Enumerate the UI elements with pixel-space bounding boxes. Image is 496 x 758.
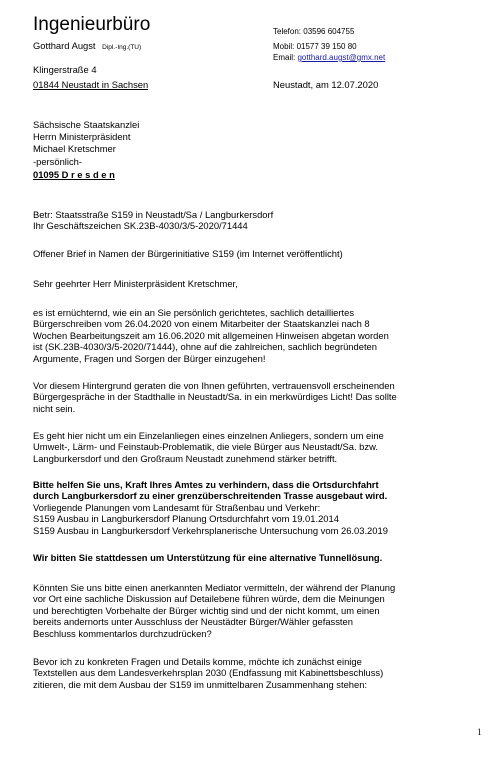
paragraph-1 — [33, 307, 473, 364]
recipient-line: Sächsische Staatskanzlei — [33, 119, 140, 130]
open-letter-note: Offener Brief in Namen der Bürgerinitiative S159 (im Internet veröffentlicht) — [33, 248, 343, 259]
recipient-line: Michael Kretschmer — [33, 143, 116, 154]
paragraph-2 — [33, 380, 473, 414]
place-date: Neustadt, am 12.07.2020 — [273, 79, 379, 90]
sender-street: Klingerstraße 4 — [33, 64, 97, 75]
text-line: und berechtigten Vorbehalte der Bürger wichtig sind und der nicht kommt, um einen — [33, 604, 380, 616]
text-line: Wochen Bearbeitungszeit am 16.06.2020 mit allgemeinen Hinweisen abgetan worden — [33, 329, 389, 341]
text-line: es ist ernüchternd, wie ein an Sie persönlich gerichtetes, sachlich detailliertes — [33, 307, 355, 318]
sender-city: 01844 Neustadt in Sachsen — [33, 79, 149, 90]
recipient-line: Herrn Ministerpräsident — [33, 131, 131, 142]
text-line: S159 Ausbau in Langburkersdorf Planung Ortsdurchfahrt vom 19.01.2014 — [33, 513, 339, 525]
text-line: Beschluss kommentarlos durchzudrücken? — [33, 627, 212, 639]
email-line — [273, 53, 385, 63]
company-name: Ingenieurbüro — [33, 14, 151, 35]
recipient-city: 01095 D r e s d e n — [33, 169, 115, 180]
recipient-line: -persönlich- — [33, 156, 82, 167]
emphasis-line: durch Langburkersdorf zu einer grenzüberschreitenden Trasse ausgebaut wird. — [33, 490, 388, 502]
sender-name: Gotthard Augst — [33, 40, 96, 51]
phone: Telefon: 03596 604755 — [273, 27, 355, 36]
reference-line: Ihr Geschäftszeichen SK.23B-4030/3/5-2020/71444 — [33, 220, 248, 232]
subject-block — [33, 209, 473, 232]
email-label: Email: — [273, 53, 296, 62]
email-link[interactable]: gotthard.augst@gmx.net — [297, 53, 386, 62]
text-line: vor Ort eine sachliche Diskussion auf Detailebene führen würde, dem die Meinungen — [33, 593, 385, 605]
text-line: ist (SK.23B-4030/3/5-2020/71444), ohne auf die zahlreichen, sachlich begründeten — [33, 341, 377, 353]
emphasis-line: Bitte helfen Sie uns, Kraft Ihres Amtes zu verhindern, dass die Ortsdurchfahrt — [33, 479, 379, 490]
text-line: S159 Ausbau in Langburkersdorf Verkehrsplanerische Untersuchung vom 26.03.2019 — [33, 524, 388, 536]
text-line: Langburkersdorf und den Großraum Neustadt zunehmend stärker betrifft. — [33, 452, 338, 464]
text-line: nicht sein. — [33, 402, 76, 414]
subject-line: Betr: Staatsstraße S159 in Neustadt/Sa / Langburkersdorf — [33, 209, 274, 220]
emphasis-line: Wir bitten Sie stattdessen um Unterstützung für eine alternative Tunnellösung. — [33, 552, 383, 563]
text-line: Bevor ich zu konkreten Fragen und Details komme, möchte ich zunächst einige — [33, 656, 362, 667]
text-line: Vor diesem Hintergrund geraten die von Ihnen geführten, vertrauensvoll erscheinenden — [33, 380, 395, 391]
text-line: Umwelt-, Lärm- und Feinstaub-Problematik, die viele Bürger aus Neustadt/Sa. bzw. — [33, 441, 378, 453]
text-line: zitieren, die mit dem Ausbau der S159 im unmittelbaren Zusammenhang stehen: — [33, 678, 368, 690]
paragraph-6 — [33, 582, 473, 639]
text-line: Vorliegende Planungen vom Landesamt für Straßenbau und Verkehr: — [33, 501, 321, 513]
text-line: Könnten Sie uns bitte einen anerkannten Mediator vermitteln, der während der Planung — [33, 582, 396, 593]
paragraph-7 — [33, 656, 473, 690]
text-line: Bürgerschreiben vom 26.04.2020 von einem Mitarbeiter der Staatskanzlei nach 8 — [33, 318, 370, 330]
paragraph-3 — [33, 430, 473, 464]
salutation: Sehr geehrter Herr Ministerpräsident Kretschmer, — [33, 278, 238, 289]
sender-degree: Dipl.-Ing.(TU) — [102, 44, 142, 51]
page-number: 1 — [477, 727, 482, 737]
sender-name-line — [33, 40, 141, 53]
mobile: Mobil: 01577 39 150 80 — [273, 42, 357, 51]
text-line: bereits andernorts unter Ausschluss der Neustädter Bürger/Wähler gefassten — [33, 616, 353, 628]
text-line: Textstellen aus dem Landesverkehrsplan 2030 (Endfassung mit Kabinettsbeschluss) — [33, 667, 384, 679]
text-line: Bürgergespräche in der Stadthalle in Neustadt/Sa. in ein merkwürdiges Licht! Das sollte — [33, 391, 397, 403]
text-line: Argumente, Fragen und Sorgen der Bürger einzugehen! — [33, 352, 266, 364]
paragraph-5 — [33, 552, 473, 563]
paragraph-4 — [33, 479, 473, 536]
text-line: Es geht hier nicht um ein Einzelanliegen eines einzelnen Anliegers, sondern um eine — [33, 430, 384, 441]
